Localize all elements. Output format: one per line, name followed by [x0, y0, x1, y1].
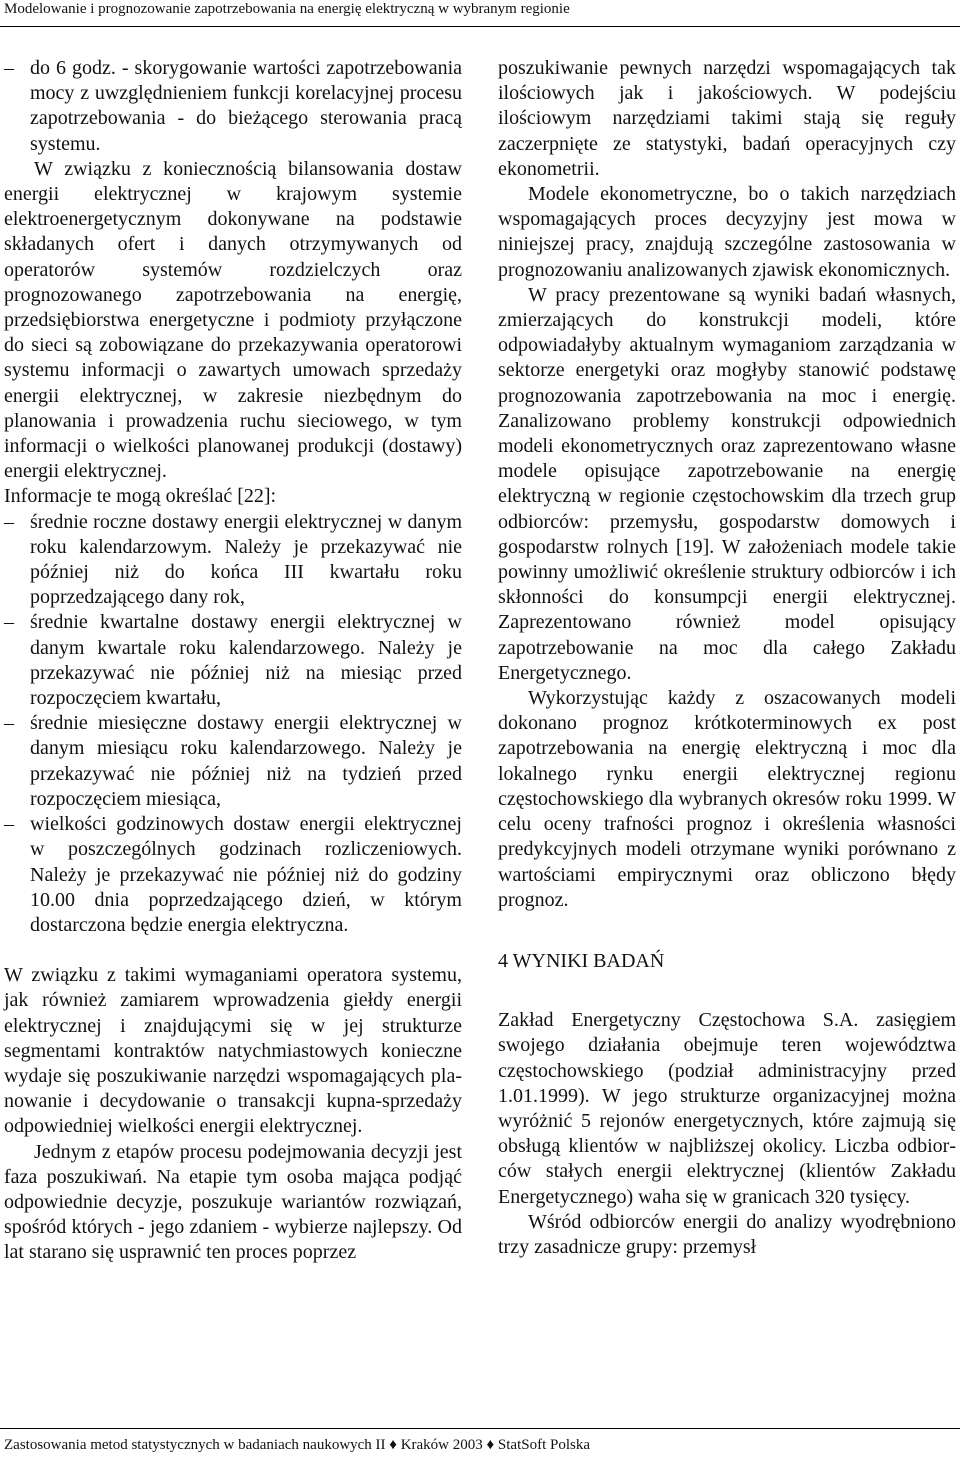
paragraph: W związku z koniecznością bilansowania dostaw energii elektrycznej w krajowym systemie elektroenergetycznym dokonywane na podstawie składanych ofert i danych otrzymywanych od operatorów systemów rozdzielczych oraz prognozowanego zapotrzebowania na energię, przedsiębiorstwa energetyczne i podmioty przyłączone do sieci są zobowiązane do przekazywania operatorowi systemu informacji o zawartych umowach sprzedaży energii elektrycznej, w zakresie niezbędnym do planowania i prowadzenia ruchu sieciowego, w tym informacji o wielkości planowanej produkcji (dostawy) energii elektrycznej.	[4, 157, 462, 483]
paragraph: W związku z takimi wymaganiami operatora systemu, jak również zamiarem wprowadzenia giełdy energii elektrycznej i znajdującymi się w jej strukturze segmentami kontraktów natychmiastowych konieczne wydaje się poszukiwanie narzędzi wspomagających planowanie i decydowanie o transakcji kupna-sprzedaży odpowiedniej wielkości energii elektrycznej.	[4, 964, 462, 1138]
footer-divider	[0, 1428, 960, 1429]
list-dash: –	[4, 510, 14, 533]
running-header: Modelowanie i prognozowanie zapotrzebowania na energię elektryczną w wybranym regionie	[4, 1, 570, 17]
list-dash: –	[4, 611, 14, 634]
list-item-text: średnie kwartalne dostawy energii elektrycznej w danym kwartale roku kalendarzowego. Należy je przekazywać nie później niż na miesiąc przed rozpoczęciem kwartału,	[30, 611, 462, 710]
paragraph: Wśród odbiorców energii do analizy wyodrębniono trzy zasadnicze grupy: przemysł	[498, 1210, 956, 1258]
list-intro: Informacje te mogą określać [22]:	[4, 485, 277, 508]
left-column	[4, 56, 462, 1266]
list-item-text: wielkości godzinowych dostaw energii elektrycznej w poszczególnych godzinach rozliczeniowych. Należy je przekazywać nie później niż do godziny 10.00 dnia poprzedzającego dzień, w którym dostarczona będzie energia elektryczna.	[30, 813, 462, 936]
paragraph: W pracy prezentowane są wyniki badań własnych, zmierzających do konstrukcji modeli, które odpowiadałyby aktualnym wymaganiom zarządzania w sektorze energetyki oraz mogłyby stanowić podstawę prognozowania zapotrzebowania na moc i energię. Zanalizowano problemy konstrukcji odpowiednich modeli ekonometrycznych oraz zaprezentowano własne modele opisujące zapotrzebowanie na energię elektryczną w regionie częstochowskim dla trzech grup odbiorców: przemysłu, gospodarstw domowych i gospodarstw rolnych [19]. W założeniach modele takie powinny umożliwić określenie struktury odbiorców i ich skłonności do konsumpcji energii elektrycznej. Zaprezentowano również model opisujący zapotrzebowanie na moc dla całego Zakładu Energetycznego.	[498, 283, 956, 684]
paragraph: Jednym z etapów procesu podejmowania decyzji jest faza poszukiwań. Na etapie tym osoba mająca podjąć odpowiednie decyzje, poszukuje wariantów rozwiązań, spośród których - jego zdaniem - wybierze najlepszy. Od lat starano się usprawnić ten proces poprzez	[4, 1140, 462, 1264]
list-item-text: do 6 godz. - skorygowanie wartości zapotrzebowania mocy z uwzględnieniem funkcji korelacyjnej procesu zapotrzebowania - do bieżącego sterowania pracą systemu.	[30, 57, 462, 155]
header-divider	[0, 26, 960, 27]
list-item	[4, 610, 462, 711]
list-dash: –	[4, 813, 14, 836]
paragraph: Wykorzystując każdy z oszacowanych modeli dokonano prognoz krótkoterminowych ex post zapotrzebowania na energię elektryczną i moc dla lokalnego rynku energii elektrycznej regionu częstochowskiego dla wybranych okresów roku 1999. W celu oceny trafności prognoz i określenia własności predykcyjnych modeli otrzymane wyniki porównano z wartościami empirycznymi oraz obliczono błędy prognoz.	[498, 687, 956, 911]
section-heading: 4 WYNIKI BADAŃ	[498, 949, 665, 972]
paragraph: poszukiwanie pewnych narzędzi wspomagających tak ilościowych jak i jakościowych. W podejściu ilościowym narzędziami takimi stają się reguły zaczerpnięte ze statystyki, badań operacyjnych czy ekonometrii.	[498, 57, 956, 180]
list-item-text: średnie roczne dostawy energii elektrycznej w danym roku kalendarzowym. Należy je przekazywać nie później niż do końca III kwartału roku poprzedzającego dany rok,	[30, 510, 462, 609]
list-dash: –	[4, 57, 14, 79]
running-footer: Zastosowania metod statystycznych w badaniach naukowych II ♦ Kraków 2003 ♦ StatSoft Polska	[4, 1437, 591, 1453]
list-item	[4, 812, 462, 938]
list-dash: –	[4, 712, 14, 735]
continued-list-item	[4, 56, 462, 157]
list-item	[4, 510, 462, 611]
paragraph: Modele ekonometryczne, bo o takich narzędziach wspomagających proces decyzyjny jest mowa w niniejszej pracy, znajdują szczególne zastosowania w prognozowaniu analizowanych zjawisk ekonomicznych.	[498, 183, 956, 281]
right-column	[498, 56, 956, 1260]
paragraph: Zakład Energetyczny Częstochowa S.A. zasięgiem swojego działania obejmuje teren województwa częstochowskiego (podział administracyjny przed 1.01.1999). W jego strukturze organizacyjnej można wyróżnić 5 rejonów energetycznych, które zajmują się obsługą klientów w najbliższej okolicy. Liczba odbiorców stałych energii elektrycznej (klientów Zakładu Energetycznego) waha się w granicach 320 tysięcy.	[498, 1009, 956, 1208]
list-item	[4, 711, 462, 812]
list-item-text: średnie miesięczne dostawy energii elektrycznej w danym miesiącu roku kalendarzowego. Należy je przekazywać nie później niż na tydzień przed rozpoczęciem miesiąca,	[30, 712, 462, 810]
